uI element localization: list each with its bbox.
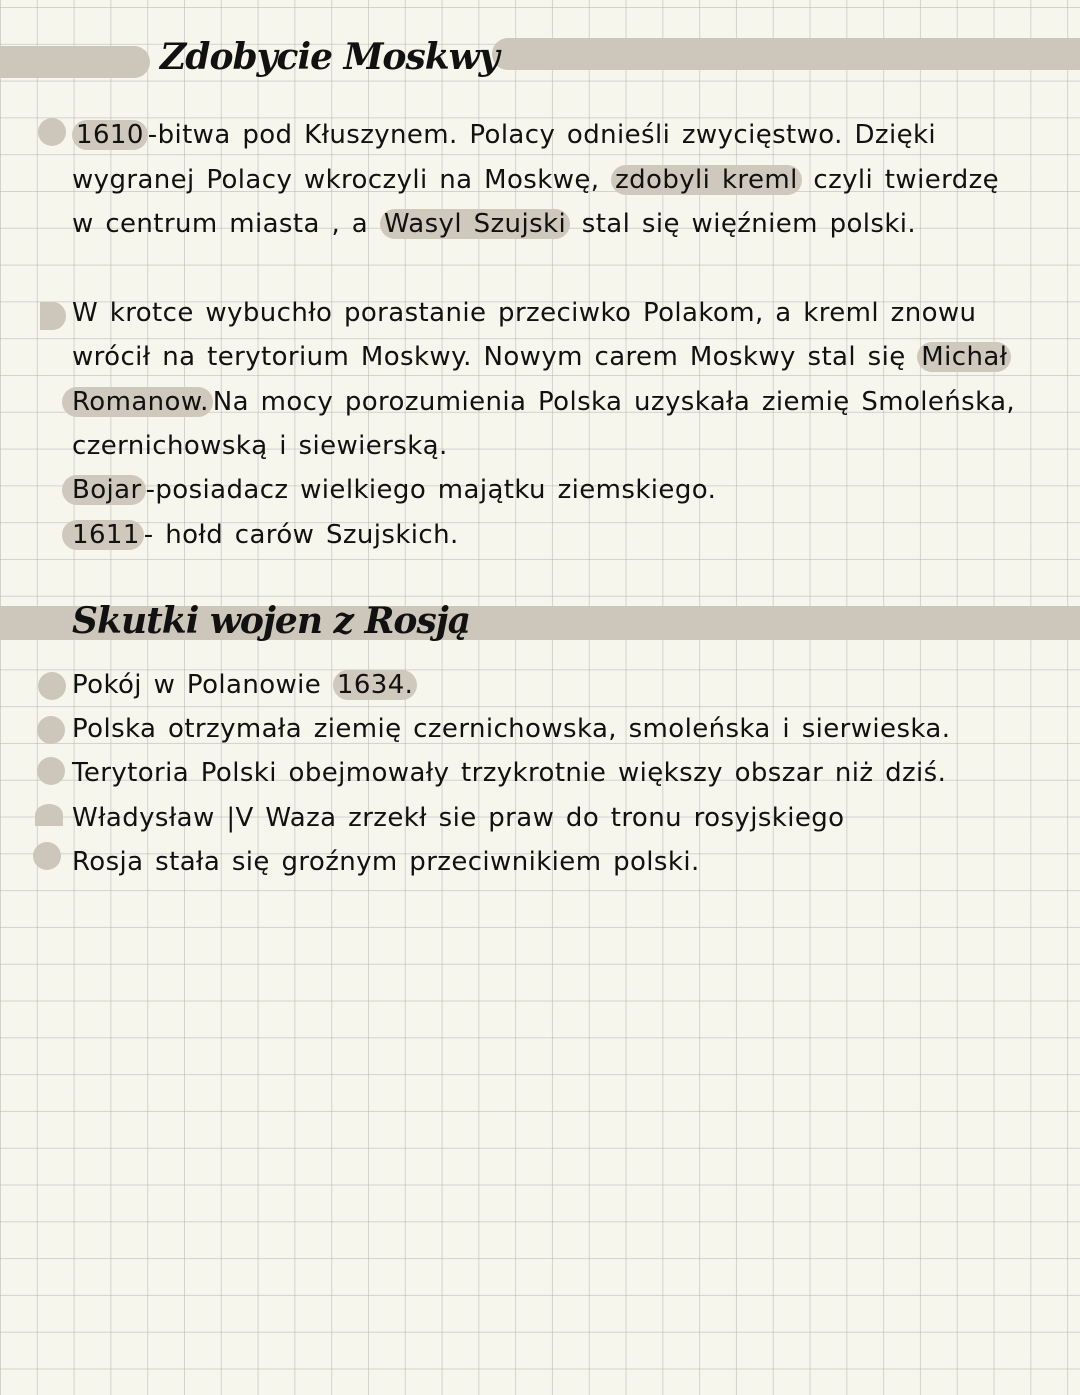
list-item: Terytoria Polski obejmowały trzykrotnie większy obszar niż dziś. [72,758,947,788]
text: -bitwa pod Kłuszynem. Polacy odnieśli zwycięstwo. Dzięki [147,120,937,150]
list-item [72,670,417,700]
text: w centrum miasta , a [72,209,380,239]
bullet-dot [37,757,65,785]
highlight-year: 1610 [72,120,148,150]
list-item: Polska otrzymała ziemię czernichowska, smoleńska i sierwieska. [72,714,951,744]
text: Na mocy porozumienia Polska uzyskała ziemię Smoleńska, [212,387,1016,417]
highlight: zdobyli kreml [611,165,802,195]
highlight-year: 1634. [333,670,417,700]
text-line: W krotce wybuchło porastanie przeciwko Polakom, a kreml znowu [72,298,977,328]
text: stal się więźniem polski. [570,209,917,239]
title-bar-left [0,46,150,78]
text-line [72,165,999,195]
text-line [72,120,936,150]
text: -posiadacz wielkiego majątku ziemskiego. [145,475,717,505]
list-item: Rosja stała się groźnym przeciwnikiem polski. [72,847,700,877]
text: wrócił na terytorium Moskwy. Nowym carem Moskwy stal się [72,342,918,372]
section-title-zdobycie-moskwy: Zdobycie Moskwy [160,36,499,78]
highlight: Michał [917,342,1011,372]
text: czyli twierdzę [801,165,1000,195]
highlight: Wasyl Szujski [380,209,570,239]
bullet-dot [38,118,66,146]
bullet-dot [35,804,63,826]
bullet-dot [37,716,65,744]
text-line [62,387,1015,417]
text-line [62,520,459,550]
text: wygranej Polacy wkroczyli na Moskwę, [72,165,612,195]
highlight: Bojar [62,475,146,505]
text: Pokój w Polanowie [72,670,333,700]
bullet-dot [33,842,61,870]
text-line [72,209,916,239]
bullet-dot [38,672,66,700]
text-line [62,475,716,505]
section-title-skutki-wojen: Skutki wojen z Rosją [72,600,471,642]
title-bar-right [492,38,1080,70]
text-line [72,342,1011,372]
highlight-year: 1611 [62,520,144,550]
highlight: Romanow. [62,387,213,417]
list-item: Władysław |V Waza zrzekł sie praw do tronu rosyjskiego [72,803,845,833]
text-line: czernichowską i siewierską. [72,431,448,461]
bullet-dot [40,302,66,330]
text: - hołd carów Szujskich. [143,520,459,550]
